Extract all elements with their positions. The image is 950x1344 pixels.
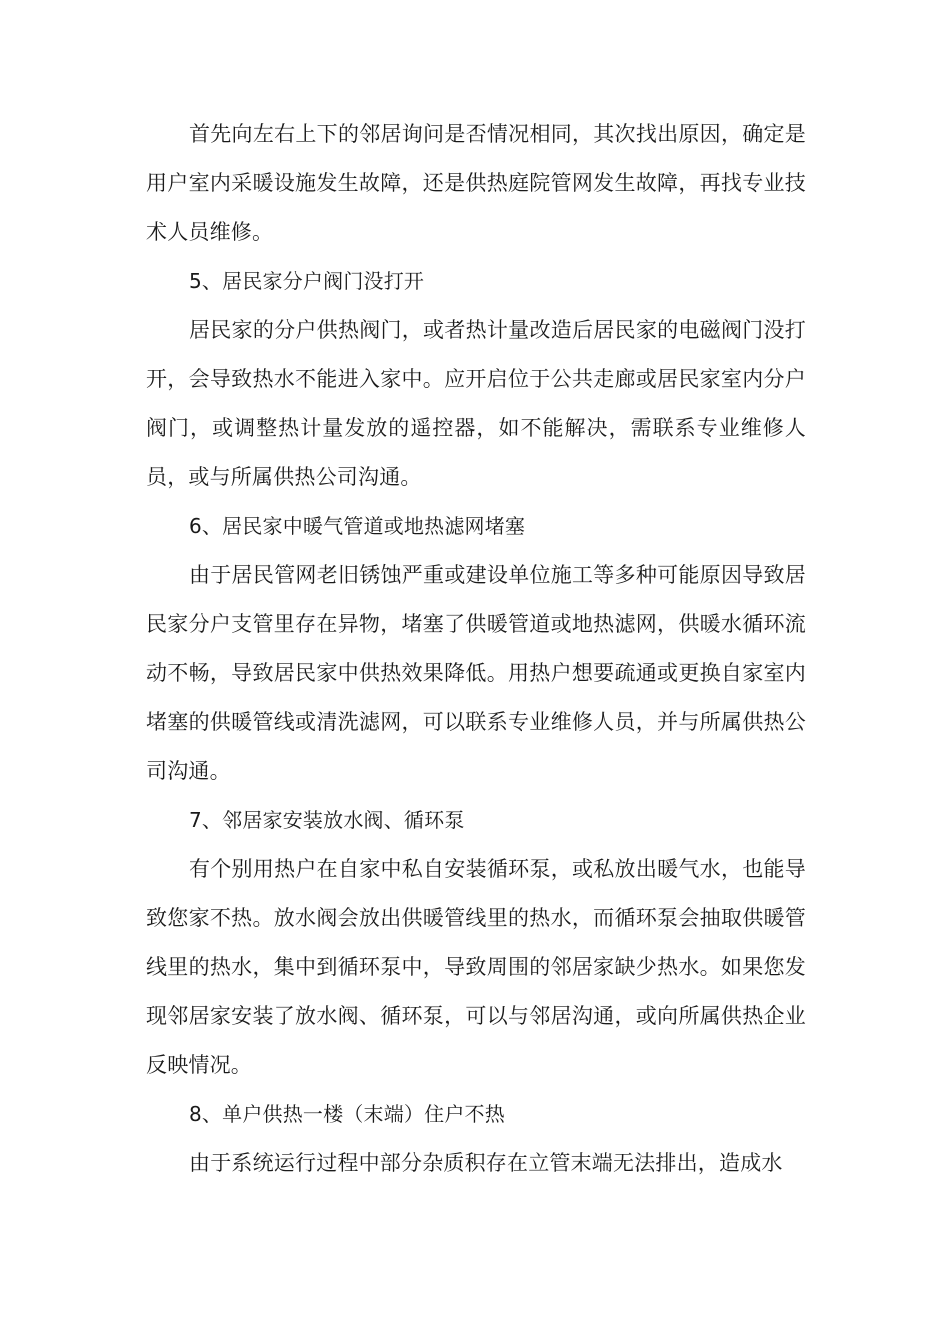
paragraph-inquiry-neighbors: 首先向左右上下的邻居询问是否情况相同，其次找出原因，确定是用户室内采暖设施发生故障，还是供热庭院管网发生故障，再找专业技术人员维修。 [146,122,806,244]
heading-valve-not-open: 5、居民家分户阀门没打开 [189,269,425,293]
document-body [146,110,806,1188]
heading-neighbor-pump: 7、邻居家安装放水阀、循环泵 [189,808,465,832]
heading-pipe-filter-blocked: 6、居民家中暖气管道或地热滤网堵塞 [189,514,526,538]
paragraph-pipe-filter-blocked: 由于居民管网老旧锈蚀严重或建设单位施工等多种可能原因导致居民家分户支管里存在异物，堵塞了供暖管道或地热滤网，供暖水循环流动不畅，导致居民家中供热效果降低。用热户想要疏通或更换自家室内堵塞的供暖管线或清洗滤网，可以联系专业维修人员，并与所属供热公司沟通。 [146,563,806,783]
paragraph-first-floor-cold: 由于系统运行过程中部分杂质积存在立管末端无法排出，造成水 [189,1151,783,1175]
paragraph-valve-not-open: 居民家的分户供热阀门，或者热计量改造后居民家的电磁阀门没打开，会导致热水不能进入家中。应开启位于公共走廊或居民家室内分户阀门，或调整热计量发放的遥控器，如不能解决，需联系专业维修人员，或与所属供热公司沟通。 [146,318,806,489]
paragraph-neighbor-pump: 有个别用热户在自家中私自安装循环泵，或私放出暖气水，也能导致您家不热。放水阀会放出供暖管线里的热水，而循环泵会抽取供暖管线里的热水，集中到循环泵中，导致周围的邻居家缺少热水。如果您发现邻居家安装了放水阀、循环泵，可以与邻居沟通，或向所属供热企业反映情况。 [146,857,806,1077]
heading-first-floor-cold: 8、单户供热一楼（末端）住户不热 [189,1102,505,1126]
